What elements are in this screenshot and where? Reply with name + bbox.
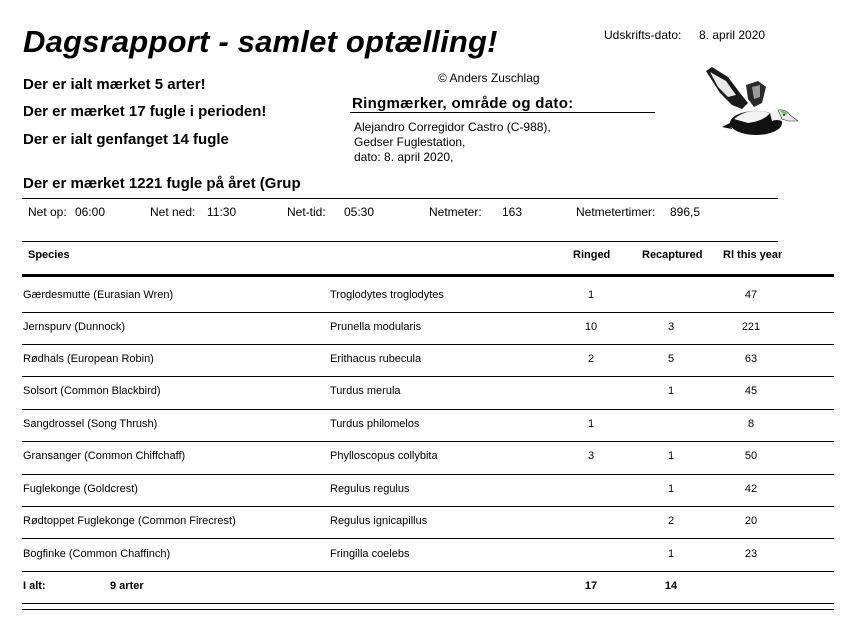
summary-species-marked: Der er ialt mærket 5 arter!: [23, 76, 206, 93]
col-species: Species: [28, 249, 70, 261]
recaptured-count: 1: [667, 548, 675, 560]
ringed-count: 3: [587, 450, 595, 462]
netmetertimer-label: Netmetertimer:: [576, 205, 656, 219]
species-name: Fuglekonge (Goldcrest): [23, 483, 138, 495]
row-divider: [22, 474, 834, 475]
species-name: Rødhals (European Robin): [23, 353, 154, 365]
recaptured-count: 1: [667, 483, 675, 495]
species-latin: Erithacus rubecula: [330, 353, 422, 365]
year-count: 63: [744, 353, 758, 365]
year-count: 42: [744, 483, 758, 495]
row-divider: [22, 538, 834, 539]
year-count: 47: [744, 289, 758, 301]
row-divider: [22, 312, 834, 313]
net-ned-label: Net ned:: [150, 205, 196, 219]
footer-rule-1: [22, 603, 834, 604]
summary-birds-marked-period: Der er mærket 17 fugle i perioden!: [23, 103, 267, 120]
ringer-date: dato: 8. april 2020,: [354, 150, 454, 164]
ringed-count: 10: [584, 321, 598, 333]
recaptured-count: 1: [667, 450, 675, 462]
col-recaptured: Recaptured: [642, 249, 703, 261]
row-divider: [22, 376, 834, 377]
species-name: Gransanger (Common Chiffchaff): [23, 450, 186, 462]
total-label: I alt:: [23, 580, 46, 592]
recaptured-count: 2: [667, 515, 675, 527]
species-latin: Prunella modularis: [330, 321, 422, 333]
year-count: 45: [744, 385, 758, 397]
net-op-value: 06:00: [75, 205, 106, 219]
species-latin: Fringilla coelebs: [330, 548, 410, 560]
recaptured-count: 5: [667, 353, 675, 365]
net-tid-label: Net-tid:: [287, 205, 326, 219]
total-recaptured: 14: [664, 580, 678, 592]
species-name: Rødtoppet Fuglekonge (Common Firecrest): [23, 515, 236, 527]
year-count: 20: [744, 515, 758, 527]
summary-recaptured: Der er ialt genfanget 14 fugle: [23, 131, 229, 148]
species-latin: Regulus regulus: [330, 483, 410, 495]
species-name: Bogfinke (Common Chaffinch): [23, 548, 171, 560]
net-op-label: Net op:: [28, 205, 67, 219]
ringer-name: Alejandro Corregidor Castro (C-988),: [354, 120, 551, 134]
ringer-station: Gedser Fuglestation,: [354, 135, 466, 149]
net-ned-value: 11:30: [207, 205, 237, 219]
ringed-count: 1: [587, 289, 595, 301]
net-tid-value: 05:30: [344, 205, 375, 219]
footer-rule-2: [22, 609, 834, 610]
ringer-heading: Ringmærker, område og dato:: [352, 95, 574, 112]
species-latin: Phylloscopus collybita: [330, 450, 438, 462]
year-count: 221: [741, 321, 761, 333]
table-header-bottom-rule: [22, 274, 834, 277]
row-divider: [22, 409, 834, 410]
species-name: Sangdrossel (Song Thrush): [23, 418, 158, 430]
species-latin: Troglodytes troglodytes: [330, 289, 444, 301]
summary-birds-marked-year: Der er mærket 1221 fugle på året (Grup: [23, 175, 301, 192]
species-latin: Regulus ignicapillus: [330, 515, 428, 527]
recaptured-count: 1: [667, 385, 675, 397]
netmeter-label: Netmeter:: [429, 205, 482, 219]
recaptured-count: 3: [667, 321, 675, 333]
species-name: Gærdesmutte (Eurasian Wren): [23, 289, 174, 301]
row-divider: [22, 344, 834, 345]
netmeter-value: 163: [502, 205, 523, 219]
ringed-count: 1: [587, 418, 595, 430]
netinfo-top-rule: [22, 198, 778, 199]
row-divider: [22, 441, 834, 442]
year-count: 23: [744, 548, 758, 560]
copyright: © Anders Zuschlag: [438, 71, 540, 85]
ringed-count: 2: [587, 353, 595, 365]
total-species-count: 9 arter: [110, 580, 144, 592]
ringer-heading-rule: [350, 112, 655, 113]
species-name: Solsort (Common Blackbird): [23, 385, 161, 397]
row-divider: [22, 506, 834, 507]
species-latin: Turdus philomelos: [330, 418, 420, 430]
print-date-value: 8. april 2020: [699, 28, 766, 42]
species-name: Jernspurv (Dunnock): [23, 321, 126, 333]
page-title: Dagsrapport - samlet optælling!: [23, 24, 498, 59]
year-count: 8: [747, 418, 755, 430]
eider-duck-logo: [698, 63, 802, 143]
row-divider: [22, 571, 834, 572]
col-ringed: Ringed: [573, 249, 611, 261]
print-date-label: Udskrifts-dato:: [604, 28, 682, 42]
table-header-top-rule: [22, 241, 778, 242]
netmetertimer-value: 896,5: [670, 205, 701, 219]
year-count: 50: [744, 450, 758, 462]
species-latin: Turdus merula: [330, 385, 401, 397]
col-rl-this-year: Rl this year: [723, 249, 783, 261]
total-ringed: 17: [584, 580, 598, 592]
